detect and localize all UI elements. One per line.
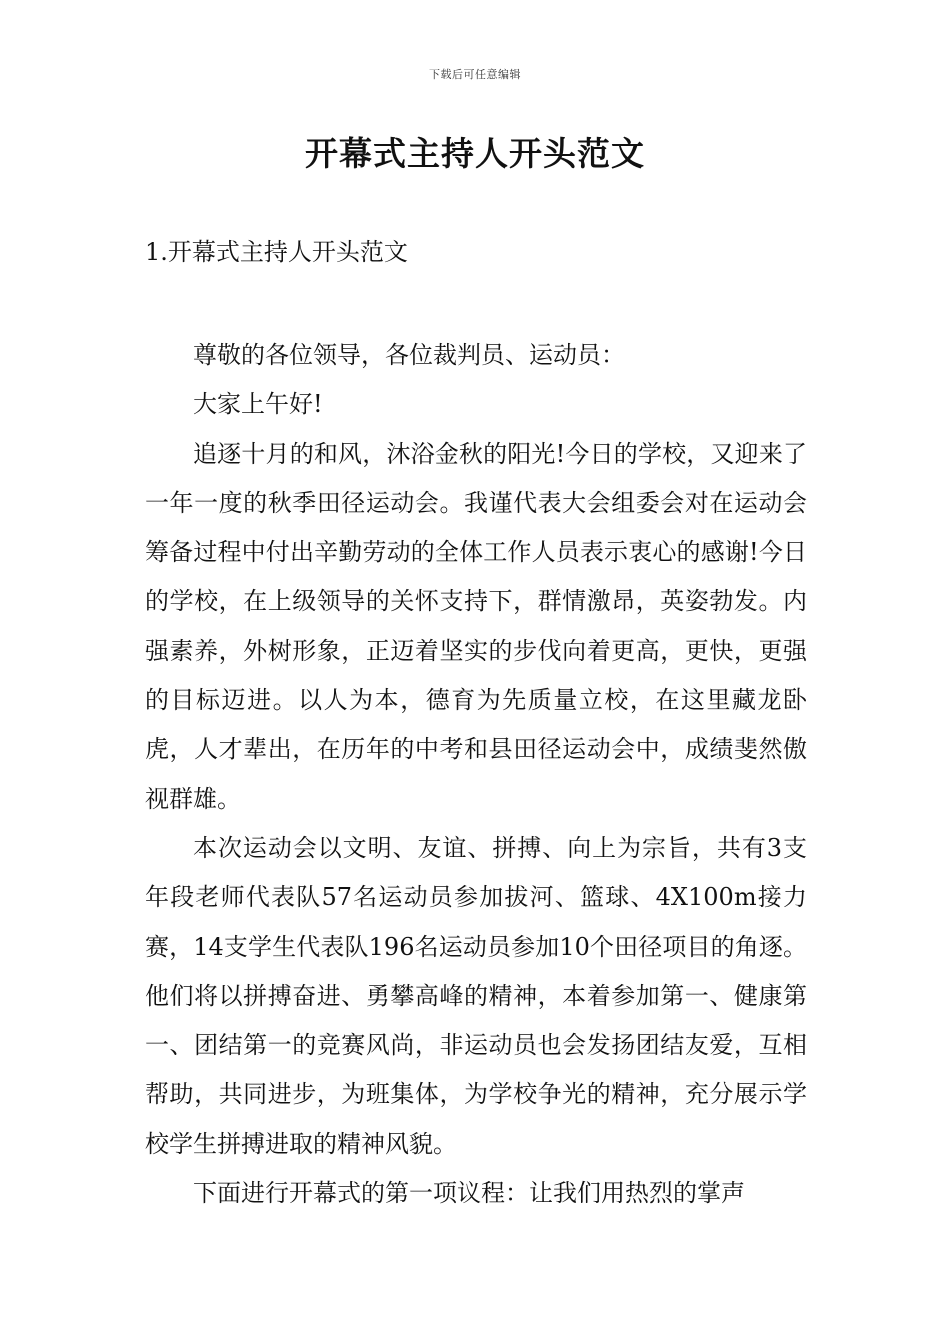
- header-note: 下载后可任意编辑: [429, 68, 521, 81]
- section-heading: 1.开幕式主持人开头范文: [145, 238, 408, 266]
- paragraph-event-details: 本次运动会以文明、友谊、拼搏、向上为宗旨，共有3支年段老师代表队57名运动员参加拔河、篮球、4X100m接力赛，14支学生代表队196名运动员参加10个田径项目的角逐。他们将以拼搏奋进、勇攀高峰的精神，本着参加第一、健康第一、团结第一的竞赛风尚，非运动员也会发扬团结友爱，互相帮助，共同进步，为班集体，为学校争光的精神，充分展示学校学生拼搏进取的精神风貌。: [145, 833, 807, 1158]
- paragraph-greeting: 尊敬的各位领导，各位裁判员、运动员：: [193, 341, 625, 369]
- paragraph-opening: 追逐十月的和风，沐浴金秋的阳光!今日的学校，又迎来了一年一度的秋季田径运动会。我谨代表大会组委会对在运动会筹备过程中付出辛勤劳动的全体工作人员表示衷心的感谢!今日的学校，在上级领导的关怀支持下，群情激昂，英姿勃发。内强素养，外树形象，正迈着坚实的步伐向着更高，更快，更强的目标迈进。以人为本，德育为先质量立校，在这里藏龙卧虎，人才辈出，在历年的中考和县田径运动会中，成绩斐然傲视群雄。: [145, 439, 807, 813]
- document-body: [145, 331, 807, 1218]
- paragraph-salutation: 大家上午好!: [193, 390, 323, 419]
- document-title: 开幕式主持人开头范文: [305, 134, 645, 173]
- paragraph-agenda: 下面进行开幕式的第一项议程：让我们用热烈的掌声: [193, 1179, 745, 1208]
